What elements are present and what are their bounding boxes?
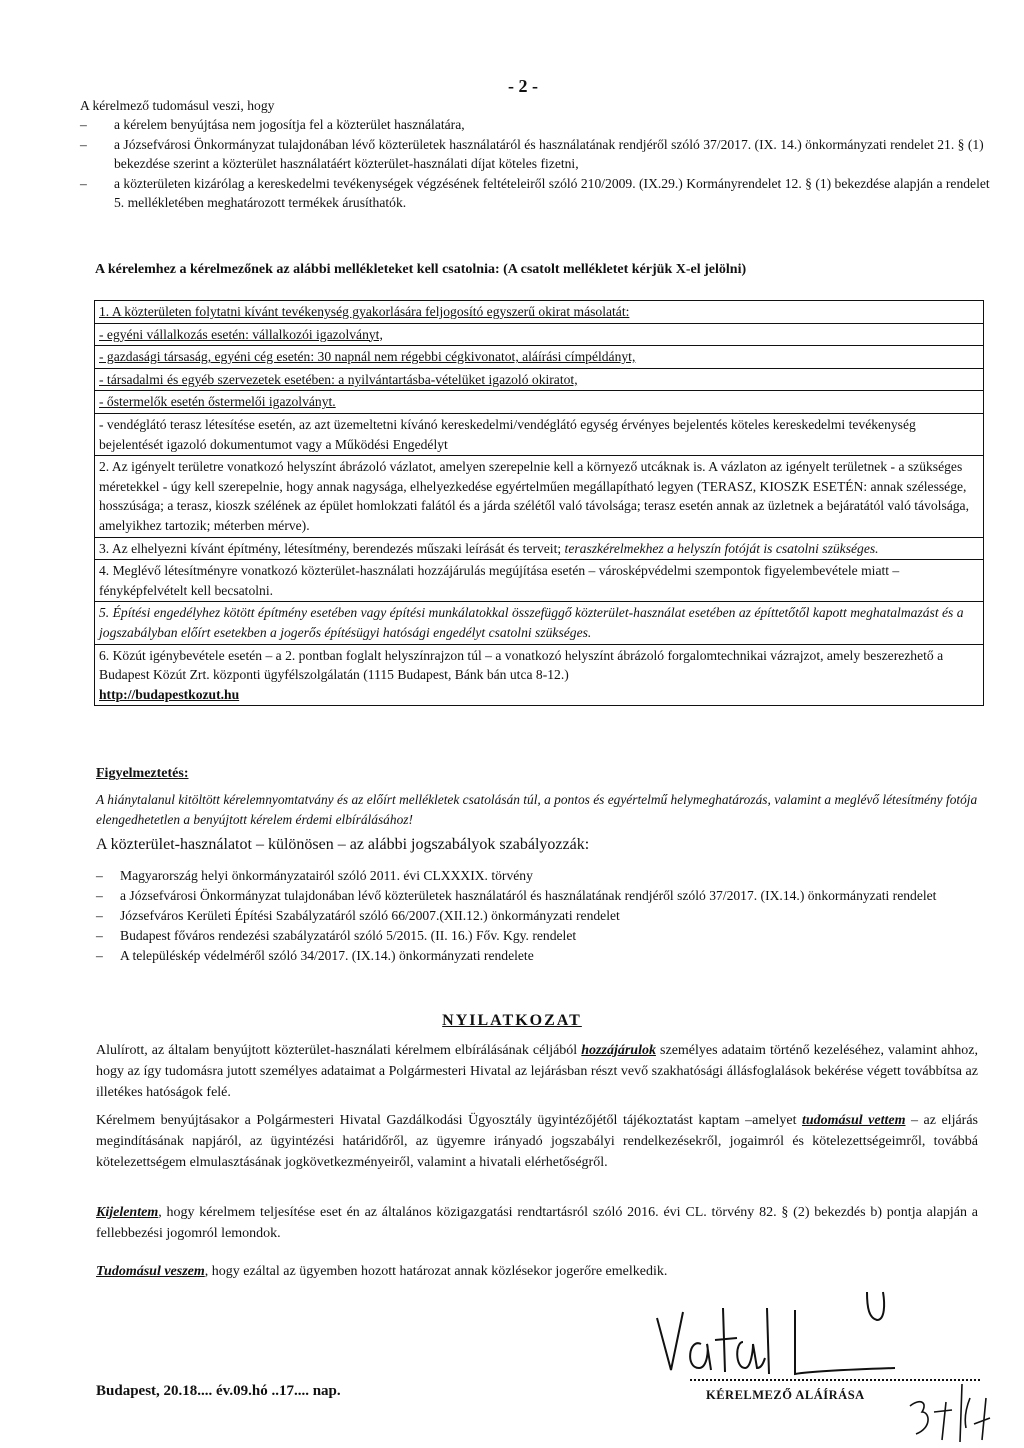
ack-intro: A kérelmező tudomásul veszi, hogy [80, 98, 275, 113]
declaration-paragraph-3: Kijelentem, hogy kérelmem teljesítése eset én az általános közigazgatási rendtartásról szóló 2016. évi CL. törvény 82. § (2) bekezdés b) pontja alapján a fellebbezési jogomról lemondok. [96, 1205, 978, 1241]
attachment-row-1d[interactable]: - őstermelők esetén őstermelői igazolványt. [95, 391, 983, 414]
attachments-table [94, 300, 984, 706]
attachment-row-1a[interactable]: - egyéni vállalkozás esetén: vállalkozói igazolványt, [95, 324, 983, 347]
dash-bullet: – [80, 117, 87, 133]
law-item: – Józsefváros Kerületi Építési Szabályzatáról szóló 66/2007.(XII.12.) önkormányzati rendelet [96, 908, 620, 923]
ack-item: – a kérelem benyújtása nem jogosítja fel a közterület használatára, [80, 115, 992, 134]
law-item: – A településkép védelméről szóló 34/2017. (IX.14.) önkormányzati rendelete [96, 948, 534, 963]
attachment-row-2[interactable]: 2. Az igényelt területre vonatkozó helyszínt ábrázoló vázlatot, amelyen szerepelnie kell a környező utcáknak is. A vázlaton az igényelt területnek - a szükséges méretekkel - úgy kell szerepelnie, hogy annak nagysága, elhelyezkedése egyértelműen megállapítható legyen (TERASZ, KIOSZK ESETÉN: annak szélessége, hosszúsága; a terasz, kioszk szélének az épület homlokzati falától és a járda szélétől való távolsága; terasz esetén annak az üzletnek a bejáratától való távolsága, amelyikhez tartozik; méterben mérve). [95, 456, 983, 537]
page-number: - 2 - [508, 76, 538, 96]
declaration-paragraph-4: Tudomásul veszem, hogy ezáltal az ügyemben hozott határozat annak közlésekor jogerőre emelkedik. [96, 1264, 668, 1279]
attachments-heading: A kérelemhez a kérelmezőnek az alábbi mellékleteket kell csatolnia: (A csatolt mellékletet kérjük X-el jelölni) [95, 262, 747, 277]
attachment-row-1[interactable]: 1. A közterületen folytatni kívánt tevékenység gyakorlására feljogosító egyszerű okirat másolatát: [95, 301, 983, 324]
attachment-row-1c[interactable]: - társadalmi és egyéb szervezetek esetében: a nyilvántartásba-vételüket igazoló okiratot, [95, 369, 983, 392]
ack-item: – a Józsefvárosi Önkormányzat tulajdonában lévő közterületek használatáról és használatának rendjéről szóló 37/2017. (IX. 14.) önkormányzati rendelet 21. § (1) bekezdése szerint a közterület használatáért közterület-használati díjat köteles fizetni, [80, 136, 984, 172]
acknowledgement-section [80, 96, 992, 212]
laws-heading: A közterület-használatot – különösen – az alábbi jogszabályok szabályozzák: [96, 836, 590, 853]
declaration-title: NYILATKOZAT [442, 1012, 582, 1029]
dash-bullet: – [80, 175, 87, 191]
attachment-row-4[interactable]: 4. Meglévő létesítményre vonatkozó közterület-használati hozzájárulás megújítása esetén – városképvédelmi szempontok figyelembevétele miatt – fényképfelvételt kell becsatolni. [95, 560, 983, 602]
ack-item: – a közterületen kizárólag a kereskedelmi tevékenységek végzésének feltételeiről szóló 210/2009. (IX.29.) Kormányrendelet 12. § (1) bekezdése alapján a rendelet 5. mellékletében meghatározott termékek árusíthatók. [80, 175, 990, 211]
handwritten-initials [900, 1368, 1004, 1448]
attachment-row-1e[interactable]: - vendéglátó terasz létesítése esetén, az azt üzemeltetni kívánó kereskedelmi/vendéglátó egység érvényes bejelentés köteles kereskedelmi tevékenység bejelentését igazoló dokumentumot vagy a Működési Engedélyt [95, 414, 983, 456]
law-item: – Budapest főváros rendezési szabályzatáról szóló 5/2015. (II. 16.) Főv. Kgy. rendelet [96, 928, 577, 943]
laws-list [96, 866, 976, 966]
attachment-row-3[interactable]: 3. Az elhelyezni kívánt építmény, létesítmény, berendezés műszaki leírását és terveit; teraszkérelmekhez a helyszín fotóját is csatolni szükséges. [95, 538, 983, 561]
declaration-paragraph-1: Alulírott, az általam benyújtott közterület-használati kérelmem elbírálásának céljából hozzájárulok személyes adataim történő kezeléséhez, valamint ahhoz, hogy az így tudomásra jutott személyes adataimat a Polgármesteri Hivatal az lejárásban részt vevő szakhatósági állásfoglalások bekérése végett továbbítsa az illetékes hatóságok felé. [96, 1043, 979, 1100]
dash-bullet: – [80, 136, 87, 152]
declaration-paragraph-2: Kérelmem benyújtásakor a Polgármesteri Hivatal Gazdálkodási Ügyosztály ügyintézőjétől tájékoztatást kaptam –amelyet tudomásul vettem – az eljárás megindításának napjáról, az ügyintézési határidőről, az ügyemre irányadó jogszabályi rendelkezésekről, jogaimról és kötelezettségeimről, továbbá kötelezettségem elmulasztásának jogkövetkezményeiről, valamint a hivatali elérhetőségről. [96, 1113, 979, 1170]
warning-title: Figyelmeztetés: [96, 766, 189, 781]
signature-label: KÉRELMEZŐ ALÁÍRÁSA [706, 1388, 865, 1402]
warning-text: A hiánytalanul kitöltött kérelemnyomtatvány és az előírt mellékletek csatolásán túl, a pontos és egyértelmű helymeghatározás, valamint a meglévő létesítmény fotója elengedhetetlen a benyújtott kérelem érdemi elbírálásához! [96, 792, 978, 827]
law-item: – a Józsefvárosi Önkormányzat tulajdonában lévő közterületek használatáról és használatának rendjéről szóló 37/2017. (IX.14.) önkormányzati rendelet [96, 888, 937, 903]
attachment-row-6[interactable]: 6. Közút igénybevétele esetén – a 2. pontban foglalt helyszínrajzon túl – a vonatkozó helyszínt ábrázoló forgalomtechnikai vázrajzot, amely beszerezhető a Budapest Közút Zrt. központi ügyfélszolgálatán (1115 Budapest, Bánk bán utca 8-12.) http://budapestkozut.hu [95, 645, 983, 707]
handwritten-signature [645, 1288, 905, 1388]
place-and-date: Budapest, 20.18.... év.09.hó ..17.... nap. [96, 1383, 341, 1399]
attachment-row-1b[interactable]: - gazdasági társaság, egyéni cég esetén: 30 napnál nem régebbi cégkivonatot, aláírási címpéldányt, [95, 346, 983, 369]
attachment-row-5[interactable]: 5. Építési engedélyhez kötött építmény esetében vagy építési munkálatokkal összefüggő közterület-használat esetében az építtetőtől kapott meghatalmazást és a jogszabályban előírt esetekben a jogerős építésügyi hatósági engedélyt csatolni szükséges. [95, 602, 983, 644]
kozut-link[interactable]: http://budapestkozut.hu [99, 686, 240, 702]
law-item: – Magyarország helyi önkormányzatairól szóló 2011. évi CLXXXIX. törvény [96, 868, 533, 883]
